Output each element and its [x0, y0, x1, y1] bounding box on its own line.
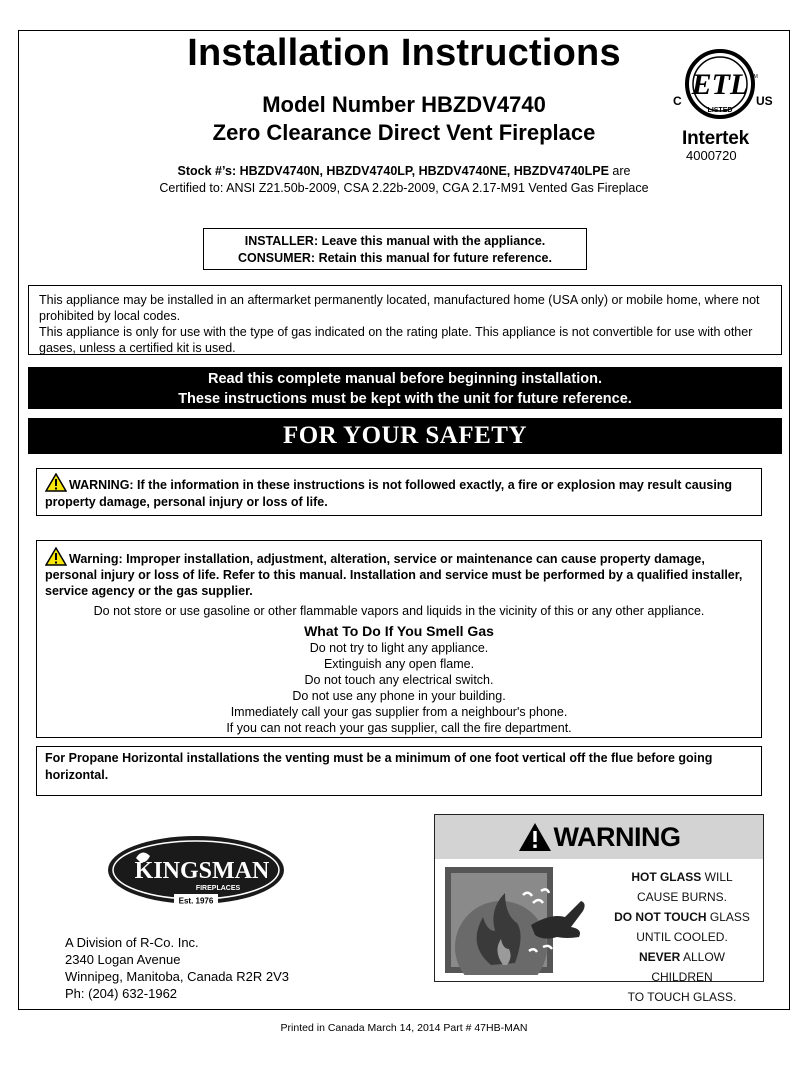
hot-glass-hand-icon — [443, 865, 593, 975]
warning-triangle-icon — [45, 473, 67, 492]
hot-glass-warning-sign — [434, 814, 764, 1004]
etl-c-text: C — [673, 94, 682, 108]
manufactured-home-note: This appliance may be installed in an aftermarket permanently located, manufactured home (USA only) or mobile home, where not prohibited by local codes. — [39, 293, 760, 323]
etl-listed-mark-icon — [668, 40, 780, 130]
page-title: Installation Instructions — [187, 32, 621, 74]
etl-cm-text: CM — [750, 74, 758, 80]
logo-tagline-text: FIREPLACES — [195, 885, 241, 892]
gas-step: Extinguish any open flame. — [323, 657, 475, 671]
warning-sign-text: HOT GLASS WILL CAUSE BURNS. DO NOT TOUCH GLASS UNTIL COOLED. NEVER ALLOW CHILDREN TO TOUCH GLASS. — [614, 870, 750, 1004]
read-manual-line: Read this complete manual before beginning installation. — [208, 371, 602, 387]
improper-installation-warning-box — [36, 540, 762, 738]
division-line: A Division of R-Co. Inc. — [65, 935, 199, 950]
gas-step: Do not touch any electrical switch. — [304, 673, 494, 687]
logo-established-text: Est. 1976 — [178, 896, 214, 906]
etl-listed-text: LISTED — [707, 107, 733, 114]
improper-installation-warning-text: Warning: Improper installation, adjustment, alteration, service or maintenance can cause property damage, personal injury or loss of life. Refer to this manual. Installation and service must be performed by a qualified installer, service agency or the gas supplier. — [45, 552, 743, 598]
installer-notice-box — [203, 228, 587, 270]
gas-step: If you can not reach your gas supplier, call the fire department. — [226, 721, 572, 735]
logo-brand-text: KINGSMAN — [134, 858, 270, 884]
model-number: Model Number HBZDV4740 — [262, 92, 546, 117]
warning-sign-title: WARNING — [553, 822, 681, 852]
product-subtitle: Zero Clearance Direct Vent Fireplace — [212, 120, 596, 145]
stock-numbers: Stock #’s: HBZDV4740N, HBZDV4740LP, HBZDV4740NE, HBZDV4740LPE — [177, 164, 609, 178]
stock-certification — [0, 163, 808, 197]
warning-triangle-icon — [45, 547, 67, 566]
stock-suffix: are — [608, 164, 631, 178]
flammable-storage-note: Do not store or use gasoline or other flammable vapors and liquids in the vicinity of this or any other appliance. — [93, 604, 705, 618]
keep-instructions-line: These instructions must be kept with the unit for future reference. — [178, 391, 632, 407]
print-footer: Printed in Canada March 14, 2014 Part # 47HB-MAN — [280, 1022, 528, 1034]
propane-venting-note: For Propane Horizontal installations the venting must be a minimum of one foot vertical off the flue before going horizontal. — [36, 746, 762, 796]
gas-step: Do not try to light any appliance. — [309, 641, 489, 655]
street-line: 2340 Logan Avenue — [65, 952, 181, 967]
consumer-notice-line: CONSUMER: Retain this manual for future reference. — [238, 251, 552, 265]
etl-us-text: US — [756, 94, 773, 108]
installer-notice-line: INSTALLER: Leave this manual with the appliance. — [244, 234, 546, 248]
gas-step: Do not use any phone in your building. — [292, 689, 506, 703]
company-address — [65, 934, 289, 1002]
etl-mark-text: ETL — [691, 68, 749, 101]
smell-gas-heading: What To Do If You Smell Gas — [304, 623, 494, 639]
fire-explosion-warning-text: WARNING: If the information in these instructions is not followed exactly, a fire or explosion may result causing property damage, personal injury or loss of life. — [45, 478, 733, 509]
appliance-info-box — [28, 285, 782, 355]
intertek-label: Intertek — [682, 128, 750, 149]
gas-step: Immediately call your gas supplier from a neighbour's phone. — [230, 705, 568, 719]
read-manual-banner — [28, 367, 782, 409]
warning-triangle-icon — [518, 822, 552, 852]
kingsman-logo — [106, 834, 286, 910]
warning-sign-header — [435, 815, 763, 859]
gas-type-note: This appliance is only for use with the type of gas indicated on the rating plate. This appliance is not convertible for use with other gases, unless a certified kit is used. — [39, 325, 753, 355]
certified-standards: Certified to: ANSI Z21.50b-2009, CSA 2.22b-2009, CGA 2.17-M91 Vented Gas Fireplace — [159, 181, 649, 195]
safety-banner: FOR YOUR SAFETY — [28, 418, 782, 454]
phone-line: Ph: (204) 632-1962 — [65, 986, 178, 1001]
fire-explosion-warning-box — [36, 468, 762, 516]
city-line: Winnipeg, Manitoba, Canada R2R 2V3 — [65, 969, 290, 984]
certification-number: 4000720 — [686, 148, 737, 163]
